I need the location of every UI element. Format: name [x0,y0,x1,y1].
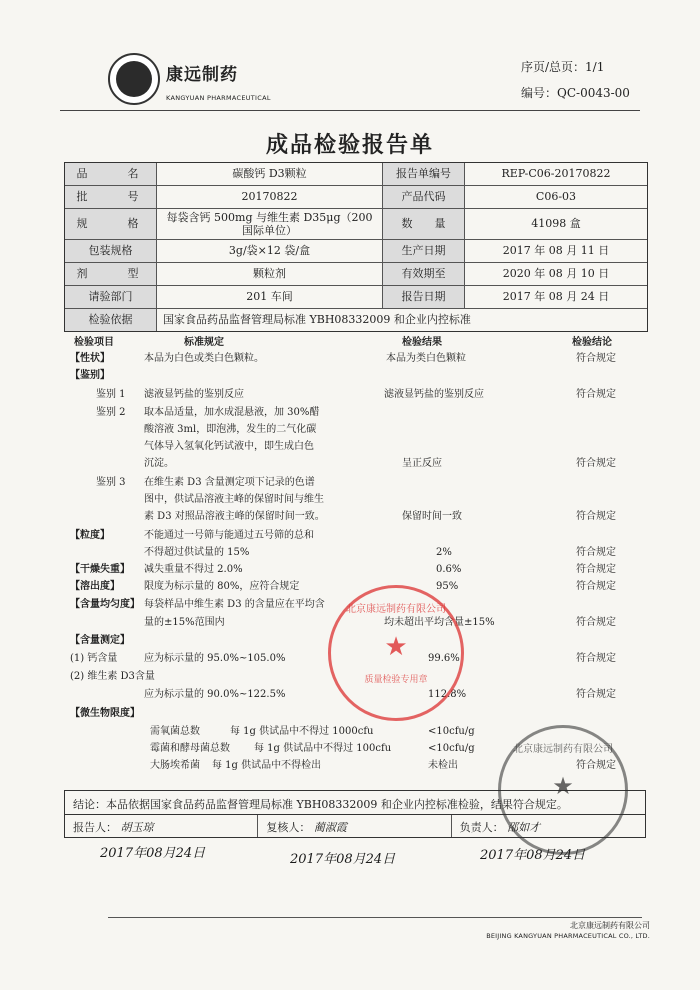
report-title: 成品检验报告单 [265,133,434,158]
label-batch: 批 号 [65,186,157,208]
label-exp: 有效期至 [383,263,465,285]
label-mfg: 生产日期 [383,240,465,262]
table-row [65,263,647,286]
item-conclusion: 符合规定 [576,389,616,400]
stamp-center-text: 质量检验专用章 [364,675,428,685]
label-report-date: 报告日期 [383,286,465,308]
item-label: 【粒度】 [70,530,110,541]
reviewer-label: 复核人： [266,821,311,834]
manager-label: 负责人： [459,821,504,834]
item-conclusion: 符合规定 [576,760,616,771]
reporter-cell [65,815,258,837]
item-label: 鉴别 3 [96,477,126,488]
footer-company-en: BEIJING KANGYUAN PHARMACEUTICAL CO., LTD. [486,932,650,940]
item-result: 保留时间一致 [402,511,462,522]
value-qty: 41098 盒 [531,217,581,231]
quality-stamp [328,585,467,721]
item-conclusion: 符合规定 [576,458,616,469]
item-standard: 本品为白色或类白色颗粒。 [144,353,264,364]
company-logo [108,53,160,105]
item-standard: 应为标示量的 95.0%~105.0% [144,653,286,664]
label-report-no: 报告单编号 [383,163,465,185]
label-qty: 数 量 [383,209,465,239]
item-label: 【微生物限度】 [70,708,140,719]
item-label: 【含量均匀度】 [70,599,140,610]
item-standard: 滤液显钙盐的鉴别反应 [144,389,244,400]
value-code: C06-03 [535,190,577,204]
item-standard: 酸溶液 3ml，即泡沸，发生的二气化碳 [144,424,317,435]
footer-divider [108,917,642,918]
item-label: 鉴别 1 [96,389,126,400]
item-conclusion: 符合规定 [576,581,616,592]
item-label: 【含量测定】 [70,635,130,646]
item-standard: 每 1g 供试品中不得检出 [212,760,322,771]
item-label: 【鉴别】 [70,370,110,381]
label-product: 品 名 [65,163,157,185]
item-conclusion: 符合规定 [576,617,616,628]
value-exp: 2020 年 08 月 10 日 [502,267,610,281]
item-label: 霉菌和酵母菌总数 [150,743,230,754]
label-code: 产品代码 [383,186,465,208]
item-result: 0.6% [436,564,462,575]
stamp-ring-text: 北京康远制药有限公司 [513,744,613,755]
document-code: 编号：QC-0043-00 [521,86,630,100]
value-report-no: REP-C06-20170822 [501,167,611,181]
item-result: 未检出 [428,760,458,771]
item-conclusion: 符合规定 [576,689,616,700]
manager-date: 2017年08月24日 [480,848,586,863]
value-pack: 3g/袋×12 袋/盒 [157,240,383,262]
label-spec: 规 格 [65,209,157,239]
label-dept: 请验部门 [65,286,157,308]
table-row [65,209,647,240]
value-basis: 国家食品药品监督管理局标准 YBH08332009 和企业内控标准 [163,313,471,327]
reporter-date: 2017年08月24日 [100,846,206,861]
item-standard: 每 1g 供试品中不得过 1000cfu [230,726,374,737]
item-standard: 减失重量不得过 2.0% [144,564,243,575]
reviewer-date: 2017年08月24日 [290,852,396,867]
item-standard: 取本品适量，加水成混悬液，加 30%醋 [144,407,320,418]
col-header-item: 检验项目 [74,337,114,348]
reporter-signature: 胡玉琼 [120,821,154,834]
stamp-ring-text: 北京康远制药有限公司 [346,604,446,615]
item-result: 呈正反应 [402,458,442,469]
item-result: 本品为类白色颗粒 [386,353,466,364]
item-conclusion: 符合规定 [576,353,616,364]
item-result: 滤液显钙盐的鉴别反应 [384,389,484,400]
item-standard: 量的±15%范围内 [144,617,225,628]
table-row [65,309,647,331]
stamp-star-icon: ★ [384,632,408,662]
item-result: 112.8% [428,689,467,700]
info-table [64,162,648,332]
stamp-star-icon: ★ [552,772,574,800]
item-standard: 应为标示量的 90.0%~122.5% [144,689,286,700]
conclusion-text: 结论：本品依据国家食品药品监督管理局标准 YBH08332009 和企业内控标准检验，结果符合规定。 [64,790,646,814]
item-standard: 每 1g 供试品中不得过 100cfu [254,743,392,754]
col-header-conclusion: 检验结论 [572,337,612,348]
value-report-date: 2017 年 08 月 24 日 [502,290,610,304]
label-pack: 包装规格 [65,240,157,262]
col-header-standard: 标准规定 [184,337,224,348]
col-header-result: 检验结果 [402,337,442,348]
item-label: 【溶出度】 [70,581,120,592]
value-form: 颗粒剂 [157,263,383,285]
item-label: 【性状】 [70,353,110,364]
reporter-label: 报告人： [73,821,117,834]
table-row [65,240,647,263]
company-name-en: KANGYUAN PHARMACEUTICAL [166,94,271,102]
item-standard: 气体导入氢氧化钙试液中，即生成白色 [144,441,314,452]
item-standard: 素 D3 对照品溶液主峰的保留时间一致。 [144,511,325,522]
header-divider [60,110,640,111]
label-basis: 检验依据 [65,309,157,331]
item-result: 2% [436,547,452,558]
item-label: 【干燥失重】 [70,564,130,575]
item-standard: 限度为标示量的 80%，应符合规定 [144,581,300,592]
item-conclusion: 符合规定 [576,547,616,558]
item-standard: 不能通过一号筛与能通过五号筛的总和 [144,530,314,541]
footer-company-cn: 北京康远制药有限公司 [570,921,650,930]
value-mfg: 2017 年 08 月 11 日 [502,244,610,258]
item-result: <10cfu/g [428,743,475,754]
item-standard: 沉淀。 [144,458,174,469]
item-label: (2) 维生素 D3含量 [70,671,155,682]
item-standard: 在维生素 D3 含量测定项下记录的色谱 [144,477,315,488]
item-label: 需氧菌总数 [150,726,200,737]
table-row [65,163,647,186]
value-batch: 20170822 [157,186,383,208]
item-standard: 不得超过供试量的 15% [144,547,250,558]
item-label: 鉴别 2 [96,407,126,418]
value-dept: 201 车间 [157,286,383,308]
reviewer-cell [258,815,451,837]
company-stamp [498,725,628,855]
reviewer-signature: 蔺淑霞 [313,821,347,834]
item-conclusion: 符合规定 [576,564,616,575]
manager-signature: 邵如才 [507,821,541,834]
item-conclusion: 符合规定 [576,511,616,522]
item-standard: 图中，供试品溶液主峰的保留时间与维生 [144,494,324,505]
item-label: 大肠埃希菌 [150,760,200,771]
item-result: 99.6% [428,653,460,664]
item-result: <10cfu/g [428,726,475,737]
table-row [65,286,647,309]
item-standard: 每袋样品中维生素 D3 的含量应在平均含 [144,599,325,610]
item-result: 均未超出平均含量±15% [384,617,495,628]
company-name-cn: 康远制药 [166,65,238,85]
item-conclusion: 符合规定 [576,653,616,664]
table-row [65,186,647,209]
label-form: 剂 型 [65,263,157,285]
value-product: 碳酸钙 D3颗粒 [157,163,383,185]
item-label: (1) 钙含量 [70,653,118,664]
page-number: 序页/总页：1/1 [521,60,605,74]
value-spec: 每袋含钙 500mg 与维生素 D35μg（200 国际单位） [157,209,383,239]
item-result: 95% [436,581,459,592]
